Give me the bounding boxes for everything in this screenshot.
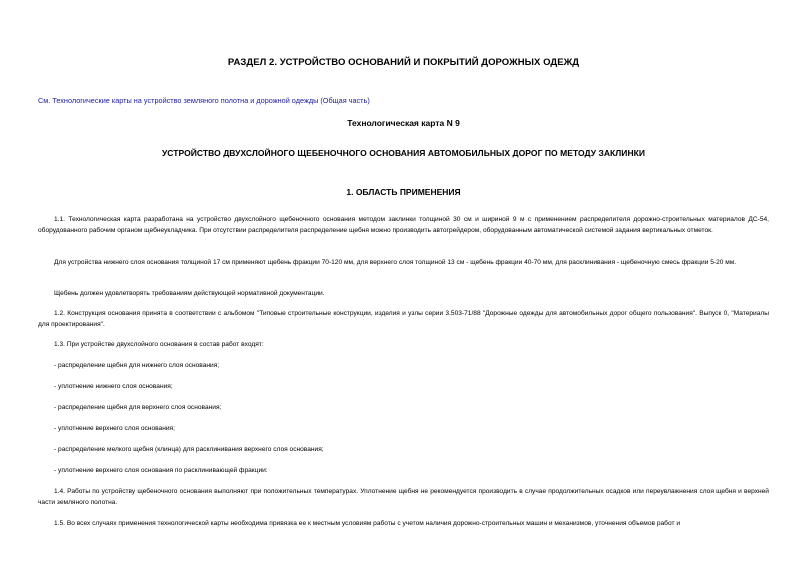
- paragraph-1-1: 1.1. Технологическая карта разработана на устройство двухслойного щебеночного основания методом заклинки толщиной 30 см и шириной 9 м с применением распределителя дорожно-строительных материалов ДС-54, оборудованного рабочим органом щебнеукладчика. При отсутствии распределителя распределение щебня можно производить автогрейдером, оборудованным автоматической системой задания вертикальных отметок.: [38, 216, 769, 234]
- list-item: - распределение мелкого щебня (клинца) для расклинивания верхнего слоя основания;: [54, 446, 324, 453]
- paragraph-fractions: Для устройства нижнего слоя основания толщиной 17 см применяют щебень фракции 70-120 мм, для верхнего слоя толщиной 13 см - щебень фракции 40-70 мм, для расклинивания - щебеночную смесь фракции 5-20 мм.: [54, 259, 737, 266]
- paragraph-1-4: 1.4. Работы по устройству щебеночного основания выполняют при положительных температурах. Уплотнение щебня не рекомендуется производить в случае продолжительных осадков или переувлажнения слоя щебня и верхней части земляного полотна.: [38, 488, 769, 506]
- card-title: Технологическая карта N 9: [347, 118, 460, 128]
- list-item: - уплотнение нижнего слоя основания;: [54, 383, 173, 390]
- list-item: - уплотнение верхнего слоя основания;: [54, 425, 175, 432]
- paragraph-1-5: 1.5. Во всех случаях применения технологической карты необходима привязка ее к местным условиям работы с учетом наличия дорожно-строительных машин и механизмов, уточнения объемов работ и: [54, 520, 681, 527]
- paragraph-1-2: 1.2. Конструкция основания принята в соответствии с альбомом "Типовые строительные конструкции, изделия и узлы серии 3.503-71/88 "Дорожные одежды для автомобильных дорог общего пользования". Выпуск 0, "Материалы для проектирования".: [38, 310, 769, 328]
- section-title: РАЗДЕЛ 2. УСТРОЙСТВО ОСНОВАНИЙ И ПОКРЫТИЙ ДОРОЖНЫХ ОДЕЖД: [227, 57, 580, 68]
- paragraph-requirements: Щебень должен удовлетворять требованиям действующей нормативной документации.: [54, 290, 325, 297]
- document-title: УСТРОЙСТВО ДВУХСЛОЙНОГО ЩЕБЕНОЧНОГО ОСНОВАНИЯ АВТОМОБИЛЬНЫХ ДОРОГ ПО МЕТОДУ ЗАКЛИНКИ: [161, 148, 646, 158]
- list-item: - уплотнение верхнего слоя основания по расклинивающей фракции:: [54, 467, 268, 474]
- subsection-title: 1. ОБЛАСТЬ ПРИМЕНЕНИЯ: [346, 187, 461, 197]
- see-also-link[interactable]: См. Технологические карты на устройство земляного полотна и дорожной одежды (Общая часть): [38, 96, 370, 105]
- list-item: - распределение щебня для нижнего слоя основания;: [54, 362, 220, 369]
- list-item: - распределение щебня для верхнего слоя основания;: [54, 404, 222, 411]
- paragraph-1-3: 1.3. При устройстве двухслойного основания в состав работ входят:: [54, 341, 264, 348]
